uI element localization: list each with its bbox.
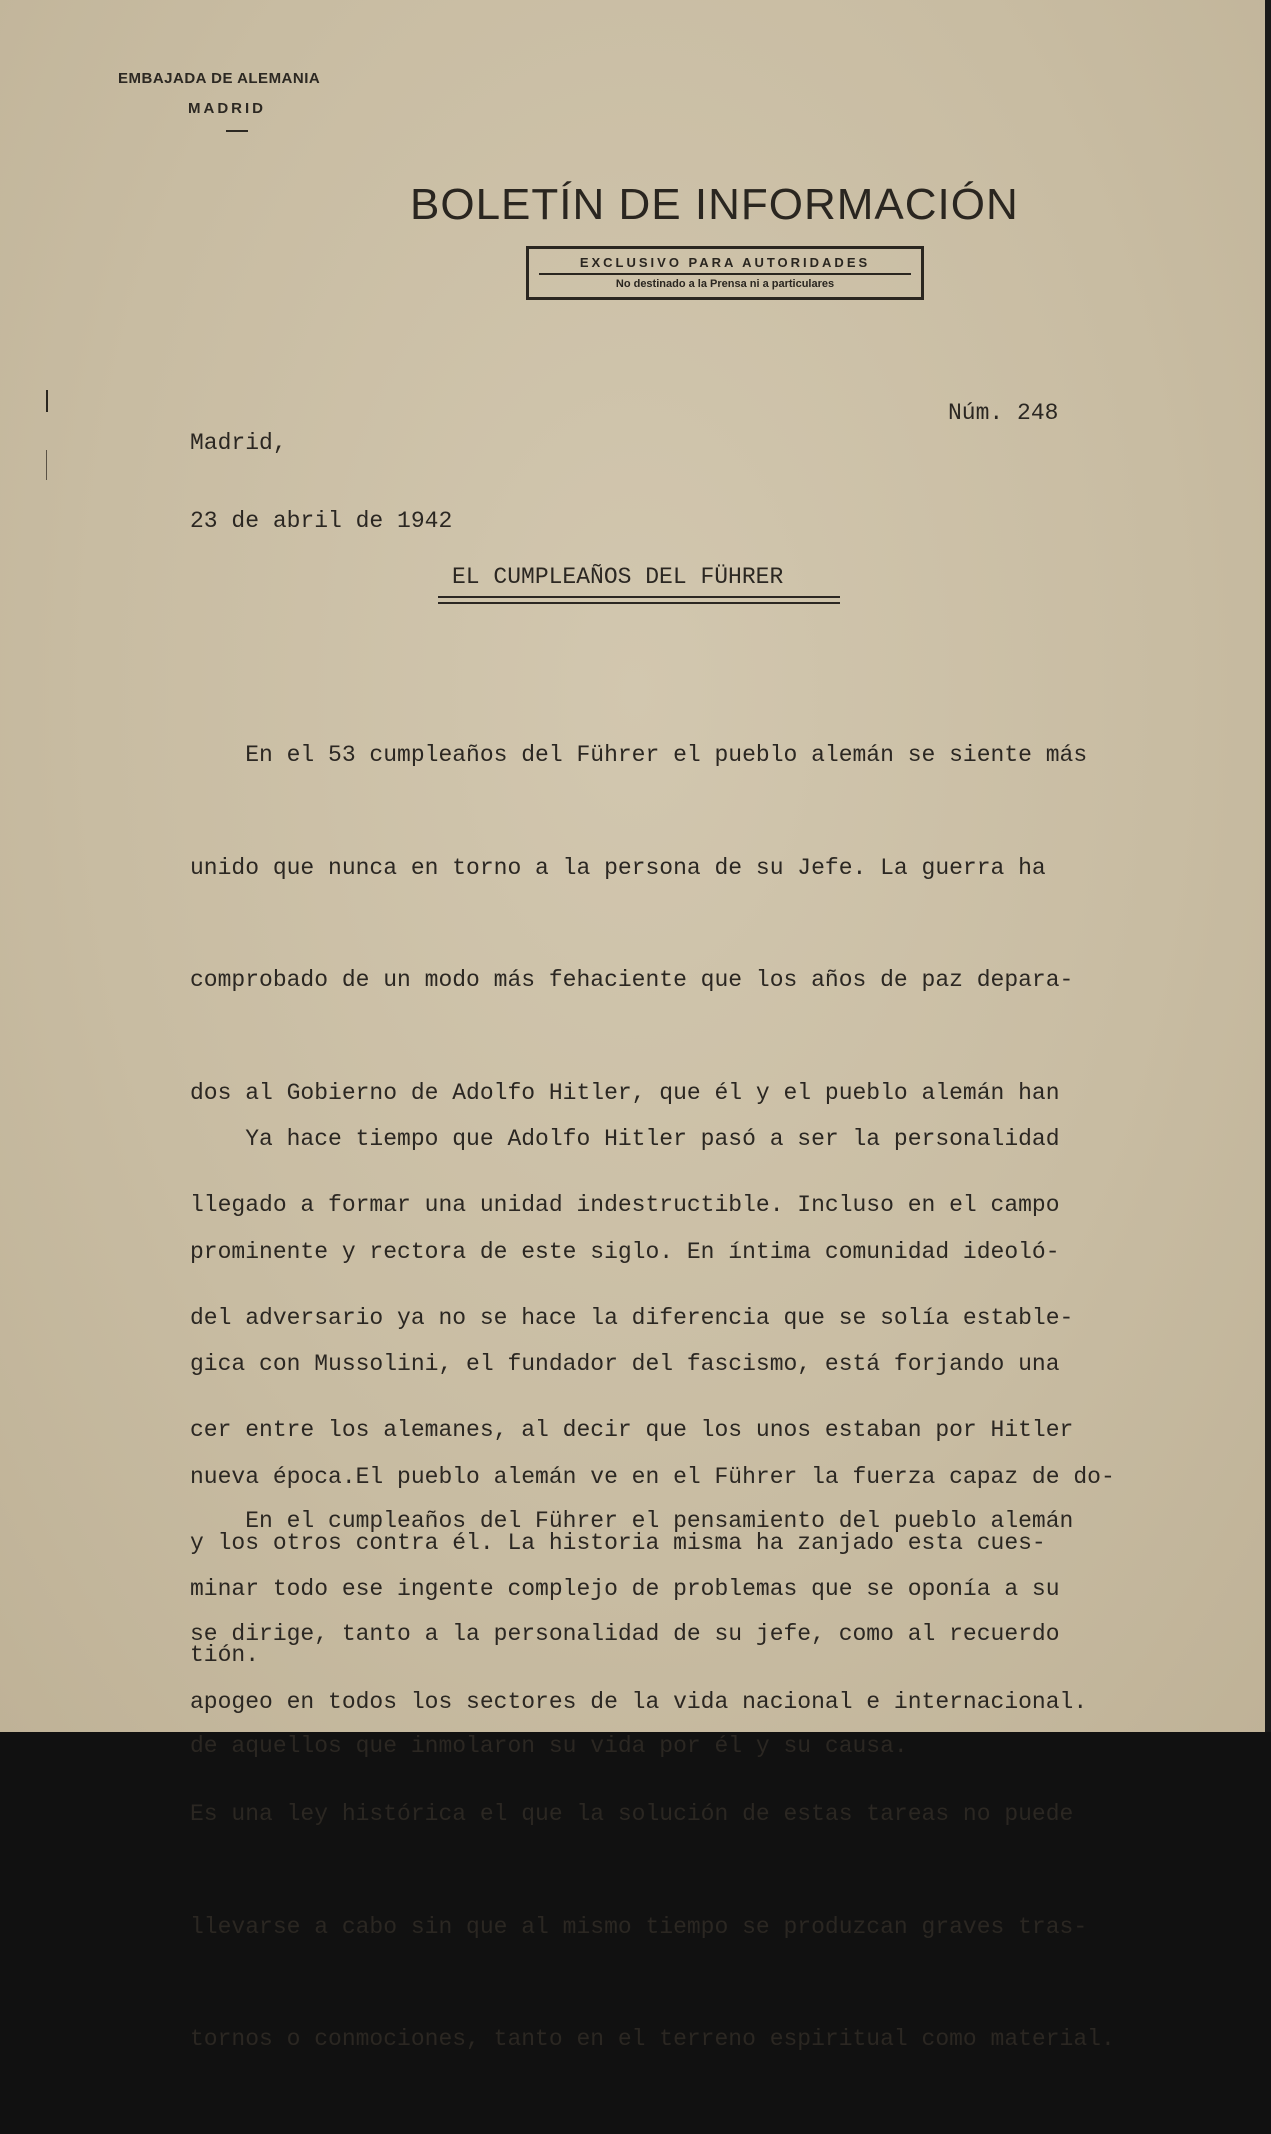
paragraph-line: gica con Mussolini, el fundador del fascismo, está forjando una: [190, 1351, 1060, 1377]
dateline-place: Madrid,: [190, 430, 287, 456]
paragraph-line: de aquellos que inmolaron su vida por él y su causa.: [190, 1733, 908, 1759]
bulletin-number: Núm. 248: [948, 400, 1059, 426]
bulletin-title: BOLETÍN DE INFORMACIÓN: [410, 180, 1019, 229]
paragraph-line: Ya hace tiempo que Adolfo Hitler pasó a ser la personalidad: [190, 1126, 1060, 1152]
paragraph-line: unido que nunca en torno a la persona de su Jefe. La guerra ha: [190, 854, 1046, 881]
stamp-line-1: EXCLUSIVO PARA AUTORIDADES: [539, 255, 911, 275]
dateline: [190, 378, 452, 586]
paragraph-line: nueva época.El pueblo alemán ve en el Führer la fuerza capaz de do-: [190, 1463, 1115, 1490]
header-dash: [226, 130, 248, 132]
margin-mark: [46, 450, 47, 480]
paragraph-line: apogeo en todos los sectores de la vida nacional e internacional.: [190, 1688, 1088, 1715]
paragraph-line: En el 53 cumpleaños del Führer el pueblo alemán se siente más: [190, 742, 1088, 768]
restriction-stamp: [526, 246, 924, 300]
paragraph-line: tornos o conmociones, tanto en el terreno espiritual como material.: [190, 2026, 1115, 2052]
article-heading: EL CUMPLEAÑOS DEL FÜHRER: [452, 564, 784, 590]
paragraph-line: comprobado de un modo más fehaciente que los años de paz depara-: [190, 967, 1074, 993]
paragraph-line: del adversario ya no se hace la diferencia que se solía estable-: [190, 1304, 1074, 1331]
scan-edge: [1265, 0, 1271, 1732]
paragraph-line: llevarse a cabo sin que al mismo tiempo se produzcan graves tras-: [190, 1913, 1088, 1940]
paragraph-line: cer entre los alemanes, al decir que los unos estaban por Hitler: [190, 1417, 1074, 1443]
paragraph-line: dos al Gobierno de Adolfo Hitler, que él y el pueblo alemán han: [190, 1079, 1060, 1106]
embassy-name: EMBAJADA DE ALEMANIA: [118, 70, 321, 87]
margin-mark: [46, 390, 48, 412]
heading-underline: [438, 596, 840, 604]
paragraph-3: [190, 1428, 1073, 1841]
paragraph-line: prominente y rectora de este siglo. En íntima comunidad ideoló-: [190, 1238, 1060, 1265]
paragraph-line: se dirige, tanto a la personalidad de su jefe, como al recuerdo: [190, 1620, 1060, 1647]
paragraph-line: llegado a formar una unidad indestructible. Incluso en el campo: [190, 1192, 1060, 1218]
margin-marks: [44, 390, 50, 490]
dateline-date: 23 de abril de 1942: [190, 508, 453, 534]
embassy-city: MADRID: [188, 100, 266, 117]
embassy-header: [118, 70, 321, 117]
paragraph-line: Es una ley histórica el que la solución de estas tareas no puede: [190, 1801, 1074, 1827]
paragraph-line: y los otros contra él. La historia misma ha zanjado esta cues-: [190, 1529, 1046, 1556]
paragraph-line: minar todo ese ingente complejo de problemas que se oponía a su: [190, 1576, 1060, 1602]
stamp-line-2: No destinado a la Prensa ni a particulares: [615, 278, 835, 290]
paragraph-line: tión.: [190, 1642, 260, 1668]
paragraph-line: En el cumpleaños del Führer el pensamiento del pueblo alemán: [190, 1508, 1074, 1534]
